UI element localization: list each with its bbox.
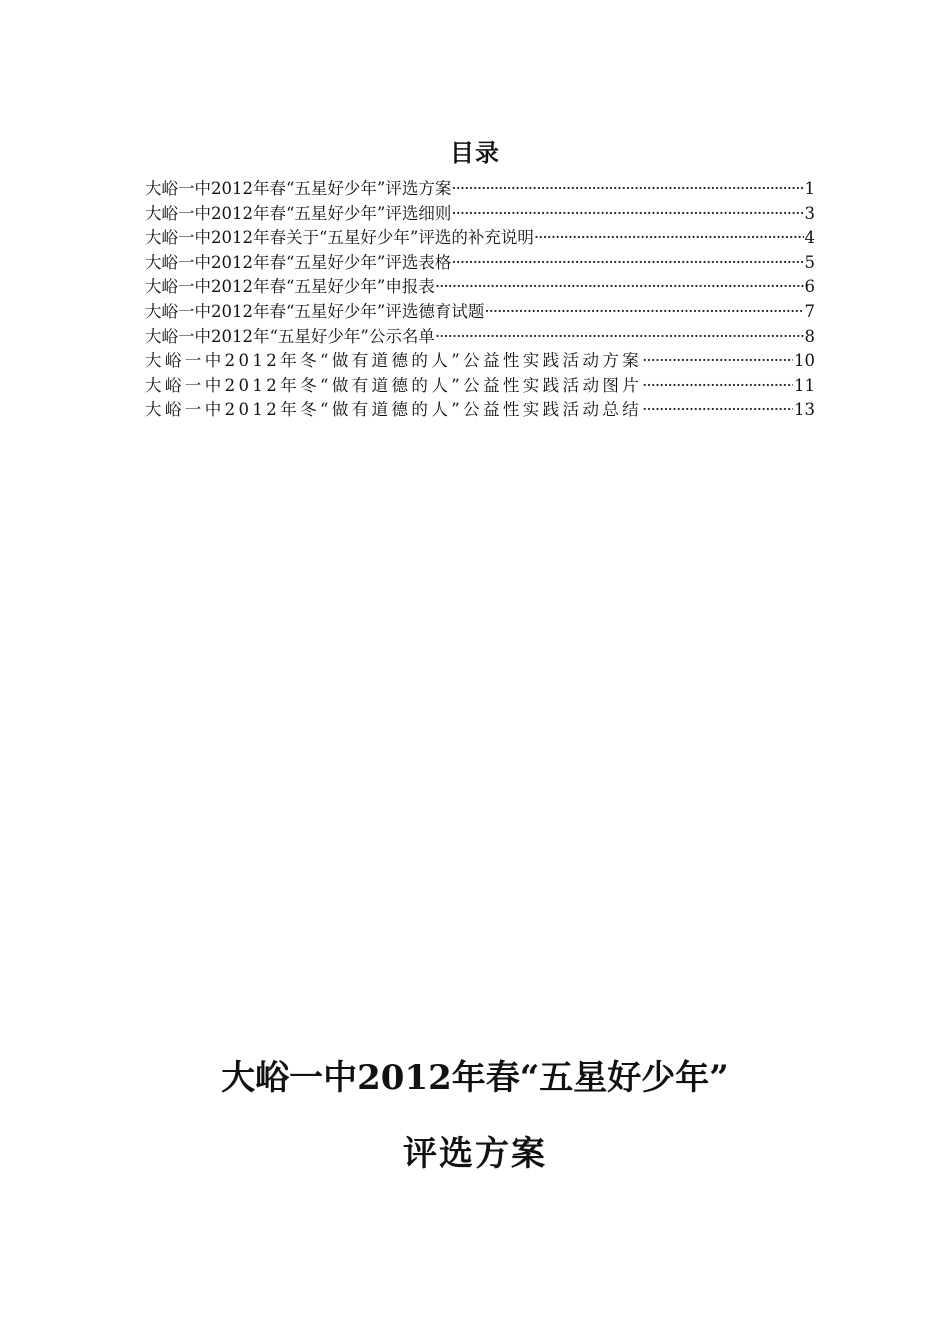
toc-entry-page: 11 [794,375,815,395]
toc-entry[interactable] [145,273,815,298]
toc-entry-title: 大峪一中2012年春“五星好少年”评选德育试题 [145,301,485,321]
toc-dot-leader [642,351,793,370]
toc-entry[interactable] [145,372,815,397]
toc-entry[interactable] [145,200,815,225]
toc-dot-leader [642,400,793,419]
toc-dot-leader [642,376,793,395]
toc-dot-leader [451,204,803,223]
toc-entry-title: 大峪一中2012年“五星好少年”公示名单 [145,326,435,346]
toc-entry-page: 5 [804,252,815,272]
toc-dot-leader [435,277,804,296]
toc-entry-page: 8 [804,326,815,346]
toc-entry-title: 大峪一中2012年春“五星好少年”评选方案 [145,179,452,198]
toc-entry[interactable] [145,347,815,372]
document-title-line-1: 大峪一中2012年春“五星好少年” [221,1058,729,1098]
toc-entry[interactable] [145,175,815,200]
toc-entry[interactable] [145,249,815,274]
toc-entry-page: 13 [794,400,815,420]
toc-title: 目录 [450,138,500,167]
toc-entry-title: 大峪一中2012年冬“做有道德的人”公益性实践活动图片 [145,375,643,395]
table-of-contents [145,175,815,421]
toc-entry-title: 大峪一中2012年春“五星好少年”申报表 [145,277,435,297]
toc-entry-title: 大峪一中2012年春“五星好少年”评选表格 [145,252,452,272]
toc-entry[interactable] [145,224,815,249]
toc-dot-leader [534,228,804,247]
toc-entry-page: 10 [794,351,815,371]
toc-entry-title: 大峪一中2012年冬“做有道德的人”公益性实践活动总结 [145,400,643,420]
toc-entry-page: 4 [804,228,815,248]
toc-entry-title: 大峪一中2012年冬“做有道德的人”公益性实践活动方案 [145,351,643,371]
toc-entry-page: 3 [804,203,815,223]
toc-entry-page: 7 [804,301,815,321]
toc-entry[interactable] [145,298,815,323]
toc-dot-leader [451,253,803,272]
toc-dot-leader [451,179,803,198]
toc-entry[interactable] [145,396,815,421]
toc-dot-leader [484,302,803,321]
document-title-line-2: 评选方案 [403,1134,547,1174]
toc-entry-page: 1 [804,179,815,198]
toc-entry[interactable] [145,323,815,348]
toc-entry-title: 大峪一中2012年春关于“五星好少年”评选的补充说明 [145,228,534,248]
toc-entry-title: 大峪一中2012年春“五星好少年”评选细则 [145,203,452,223]
toc-dot-leader [435,327,804,346]
toc-entry-page: 6 [804,277,815,297]
